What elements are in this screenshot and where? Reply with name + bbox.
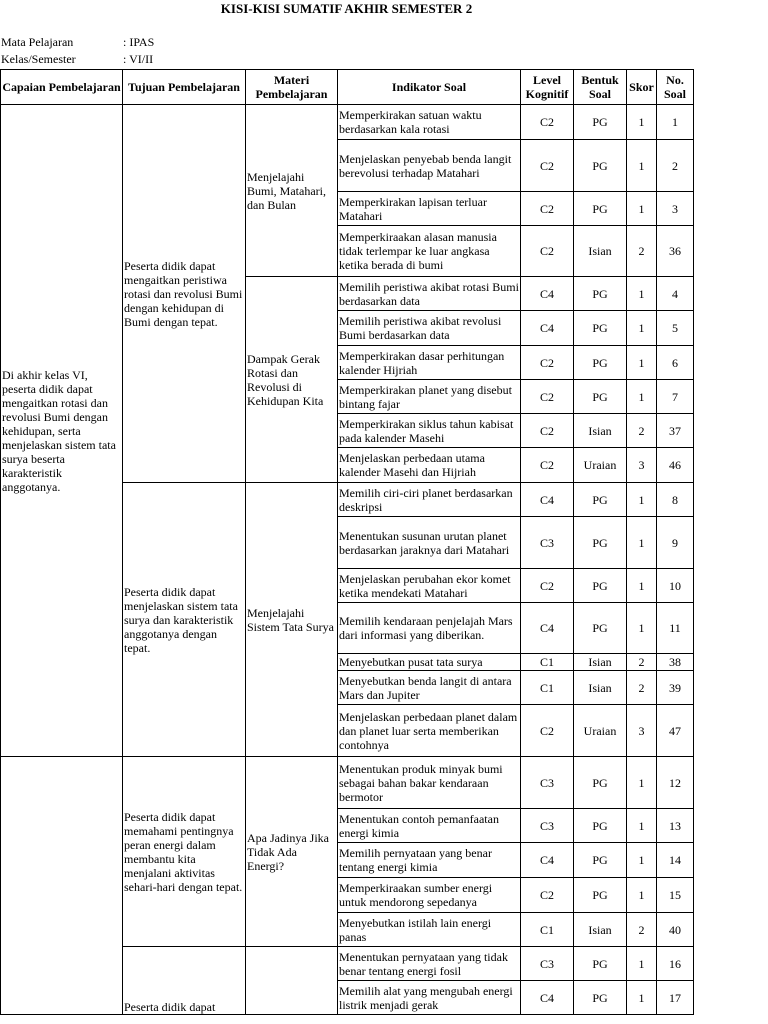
level-cell: C2 xyxy=(521,448,574,483)
no-cell: 1 xyxy=(657,105,694,140)
level-cell: C3 xyxy=(521,809,574,843)
indikator-cell: Memilih peristiwa akibat rotasi Bumi berdasarkan data xyxy=(338,277,521,311)
skor-cell: 1 xyxy=(627,947,657,981)
no-cell: 37 xyxy=(657,414,694,448)
level-cell: C2 xyxy=(521,569,574,603)
capaian-cell xyxy=(1,757,123,1015)
bentuk-cell: PG xyxy=(574,517,627,569)
bentuk-cell: Uraian xyxy=(574,448,627,483)
indikator-cell: Menjelaskan perbedaan utama kalender Masehi dan Hijriah xyxy=(338,448,521,483)
indikator-cell: Menjelaskan perbedaan planet dalam dan planet luar serta memberikan contohnya xyxy=(338,705,521,757)
skor-cell: 2 xyxy=(627,226,657,277)
materi-cell: Menjelajahi Sistem Tata Surya xyxy=(246,483,338,757)
bentuk-cell: Isian xyxy=(574,913,627,947)
bentuk-cell: PG xyxy=(574,569,627,603)
skor-cell: 1 xyxy=(627,192,657,226)
indikator-cell: Memperkiraakan sumber energi untuk mendorong sepedanya xyxy=(338,878,521,913)
no-cell: 38 xyxy=(657,654,694,671)
tujuan-cell: Peserta didik dapat menjelaskan sistem tata surya dan karakteristik anggotanya dengan tepat. xyxy=(123,483,246,757)
header-materi: Materi Pembelajaran xyxy=(246,70,338,105)
bentuk-cell: PG xyxy=(574,757,627,809)
bentuk-cell: PG xyxy=(574,947,627,981)
level-cell: C2 xyxy=(521,105,574,140)
skor-cell: 1 xyxy=(627,346,657,380)
bentuk-cell: Isian xyxy=(574,226,627,277)
header-capaian: Capaian Pembelajaran xyxy=(1,70,123,105)
level-cell: C2 xyxy=(521,705,574,757)
skor-cell: 3 xyxy=(627,705,657,757)
bentuk-cell: PG xyxy=(574,192,627,226)
level-cell: C2 xyxy=(521,226,574,277)
indikator-cell: Memilih peristiwa akibat revolusi Bumi berdasarkan data xyxy=(338,311,521,346)
level-cell: C3 xyxy=(521,757,574,809)
no-cell: 3 xyxy=(657,192,694,226)
meta-label: Mata Pelajaran xyxy=(1,35,74,49)
no-cell: 6 xyxy=(657,346,694,380)
grid-table xyxy=(0,69,694,1015)
skor-cell: 3 xyxy=(627,448,657,483)
no-cell: 14 xyxy=(657,843,694,878)
meta-value: : VI/II xyxy=(123,52,154,66)
no-cell: 8 xyxy=(657,483,694,517)
indikator-cell: Memilih alat yang mengubah energi listrik menjadi gerak xyxy=(338,981,521,1015)
bentuk-cell: PG xyxy=(574,878,627,913)
indikator-cell: Memperkiraakan alasan manusia tidak terlempar ke luar angkasa ketika berada di bumi xyxy=(338,226,521,277)
no-cell: 46 xyxy=(657,448,694,483)
skor-cell: 1 xyxy=(627,277,657,311)
header-bentuk: Bentuk Soal xyxy=(574,70,627,105)
bentuk-cell: Isian xyxy=(574,671,627,705)
skor-cell: 2 xyxy=(627,414,657,448)
skor-cell: 1 xyxy=(627,140,657,192)
no-cell: 17 xyxy=(657,981,694,1015)
header-no: No. Soal xyxy=(657,70,694,105)
no-cell: 15 xyxy=(657,878,694,913)
skor-cell: 1 xyxy=(627,569,657,603)
indikator-cell: Memperkirakan lapisan terluar Matahari xyxy=(338,192,521,226)
no-cell: 39 xyxy=(657,671,694,705)
table-row xyxy=(1,105,694,140)
table-row xyxy=(1,757,694,809)
no-cell: 36 xyxy=(657,226,694,277)
indikator-cell: Menentukan susunan urutan planet berdasarkan jaraknya dari Matahari xyxy=(338,517,521,569)
no-cell: 4 xyxy=(657,277,694,311)
indikator-cell: Memperkirakan siklus tahun kabisat pada kalender Masehi xyxy=(338,414,521,448)
meta-label: Kelas/Semester xyxy=(1,52,76,66)
indikator-cell: Memperkirakan satuan waktu berdasarkan kala rotasi xyxy=(338,105,521,140)
no-cell: 7 xyxy=(657,380,694,414)
no-cell: 16 xyxy=(657,947,694,981)
skor-cell: 1 xyxy=(627,757,657,809)
table-header-row xyxy=(1,70,694,105)
materi-cell: Menjelajahi Bumi, Matahari, dan Bulan xyxy=(246,105,338,277)
indikator-cell: Menyebutkan pusat tata surya xyxy=(338,654,521,671)
no-cell: 2 xyxy=(657,140,694,192)
skor-cell: 1 xyxy=(627,843,657,878)
no-cell: 9 xyxy=(657,517,694,569)
indikator-cell: Menjelaskan perubahan ekor komet ketika mendekati Matahari xyxy=(338,569,521,603)
level-cell: C1 xyxy=(521,654,574,671)
tujuan-cell: Peserta didik dapat memahami pentingnya peran energi dalam membantu kita menjalani aktivitas sehari-hari dengan tepat. xyxy=(123,757,246,947)
no-cell: 13 xyxy=(657,809,694,843)
indikator-cell: Memperkirakan dasar perhitungan kalender Hijriah xyxy=(338,346,521,380)
bentuk-cell: PG xyxy=(574,311,627,346)
skor-cell: 1 xyxy=(627,603,657,654)
no-cell: 40 xyxy=(657,913,694,947)
level-cell: C4 xyxy=(521,981,574,1015)
bentuk-cell: PG xyxy=(574,981,627,1015)
level-cell: C1 xyxy=(521,671,574,705)
materi-cell: Dampak Gerak Rotasi dan Revolusi di Kehidupan Kita xyxy=(246,277,338,483)
header-tujuan: Tujuan Pembelajaran xyxy=(123,70,246,105)
skor-cell: 1 xyxy=(627,380,657,414)
indikator-cell: Menjelaskan penyebab benda langit berevolusi terhadap Matahari xyxy=(338,140,521,192)
level-cell: C2 xyxy=(521,380,574,414)
skor-cell: 1 xyxy=(627,878,657,913)
no-cell: 12 xyxy=(657,757,694,809)
level-cell: C3 xyxy=(521,517,574,569)
header-indikator: Indikator Soal xyxy=(338,70,521,105)
header-level: Level Kognitif xyxy=(521,70,574,105)
indikator-cell: Menentukan pernyataan yang tidak benar tentang energi fosil xyxy=(338,947,521,981)
meta-value: : IPAS xyxy=(123,35,155,49)
indikator-cell: Menentukan contoh pemanfaatan energi kimia xyxy=(338,809,521,843)
bentuk-cell: Isian xyxy=(574,414,627,448)
bentuk-cell: PG xyxy=(574,380,627,414)
bentuk-cell: PG xyxy=(574,603,627,654)
skor-cell: 2 xyxy=(627,671,657,705)
indikator-cell: Memilih kendaraan penjelajah Mars dari informasi yang diberikan. xyxy=(338,603,521,654)
skor-cell: 1 xyxy=(627,105,657,140)
level-cell: C4 xyxy=(521,483,574,517)
indikator-cell: Menyebutkan benda langit di antara Mars dan Jupiter xyxy=(338,671,521,705)
meta-row-subject xyxy=(1,35,154,49)
bentuk-cell: PG xyxy=(574,346,627,380)
level-cell: C1 xyxy=(521,913,574,947)
bentuk-cell: PG xyxy=(574,277,627,311)
tujuan-cell: Peserta didik dapat xyxy=(123,947,246,1015)
level-cell: C2 xyxy=(521,414,574,448)
bentuk-cell: PG xyxy=(574,843,627,878)
skor-cell: 1 xyxy=(627,981,657,1015)
level-cell: C4 xyxy=(521,603,574,654)
skor-cell: 2 xyxy=(627,913,657,947)
header-skor: Skor xyxy=(627,70,657,105)
tujuan-cell: Peserta didik dapat mengaitkan peristiwa rotasi dan revolusi Bumi dengan kehidupan di Bumi dengan tepat. xyxy=(123,105,246,483)
level-cell: C3 xyxy=(521,947,574,981)
level-cell: C4 xyxy=(521,311,574,346)
capaian-cell: Di akhir kelas VI, peserta didik dapat mengaitkan rotasi dan revolusi Bumi dengan kehidupan, serta menjelaskan sistem tata surya beserta karakteristik anggotanya. xyxy=(1,105,123,757)
bentuk-cell: PG xyxy=(574,105,627,140)
indikator-cell: Memilih ciri-ciri planet berdasarkan deskripsi xyxy=(338,483,521,517)
indikator-cell: Menentukan produk minyak bumi sebagai bahan bakar kendaraan bermotor xyxy=(338,757,521,809)
bentuk-cell: Uraian xyxy=(574,705,627,757)
materi-cell: Apa Jadinya Jika Tidak Ada Energi? xyxy=(246,757,338,947)
level-cell: C2 xyxy=(521,140,574,192)
bentuk-cell: PG xyxy=(574,809,627,843)
meta-row-class xyxy=(1,52,153,66)
level-cell: C4 xyxy=(521,277,574,311)
skor-cell: 1 xyxy=(627,809,657,843)
skor-cell: 1 xyxy=(627,517,657,569)
indikator-cell: Menyebutkan istilah lain energi panas xyxy=(338,913,521,947)
skor-cell: 2 xyxy=(627,654,657,671)
indikator-cell: Memilih pernyataan yang benar tentang energi kimia xyxy=(338,843,521,878)
level-cell: C2 xyxy=(521,192,574,226)
no-cell: 5 xyxy=(657,311,694,346)
no-cell: 47 xyxy=(657,705,694,757)
level-cell: C2 xyxy=(521,878,574,913)
skor-cell: 1 xyxy=(627,311,657,346)
level-cell: C2 xyxy=(521,346,574,380)
level-cell: C4 xyxy=(521,843,574,878)
indikator-cell: Memperkirakan planet yang disebut bintang fajar xyxy=(338,380,521,414)
no-cell: 10 xyxy=(657,569,694,603)
bentuk-cell: PG xyxy=(574,483,627,517)
bentuk-cell: Isian xyxy=(574,654,627,671)
bentuk-cell: PG xyxy=(574,140,627,192)
materi-cell xyxy=(246,947,338,1015)
document-title: KISI-KISI SUMATIF AKHIR SEMESTER 2 xyxy=(220,1,473,16)
skor-cell: 1 xyxy=(627,483,657,517)
no-cell: 11 xyxy=(657,603,694,654)
